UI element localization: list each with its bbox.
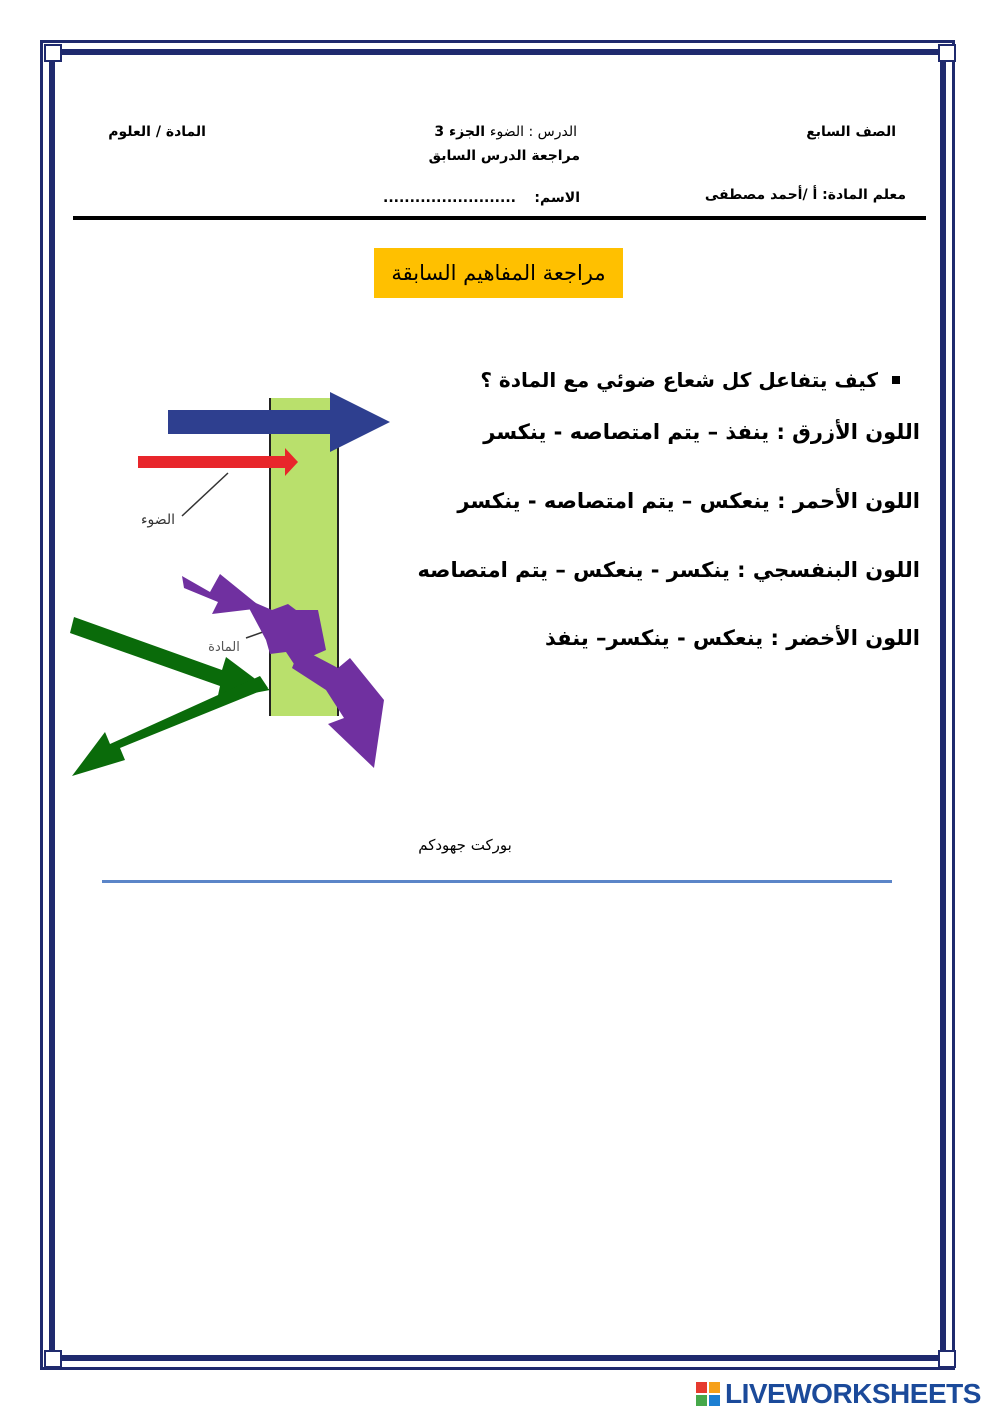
light-pointer-line [182,473,228,516]
logo-square [696,1382,707,1393]
light-matter-diagram [60,380,400,790]
header-divider [73,216,926,220]
answer-green: اللون الأخضر : ينعكس - ينكسر– ينفذ [545,626,920,650]
name-field[interactable]: ......................... [383,190,516,206]
matter-label: المادة [208,640,240,655]
corner-ornament [938,44,956,62]
grade-label: الصف السابع [806,124,896,140]
subject-label: المادة / العلوم [108,124,206,140]
question-text: كيف يتفاعل كل شعاع ضوئي مع المادة ؟ [480,368,878,392]
logo-text: LIVEWORKSHEETS [725,1378,981,1409]
review-title: مراجعة الدرس السابق [428,148,580,164]
answer-red: اللون الأحمر : ينعكس – يتم امتصاصه - ينكسر [457,489,920,513]
green-reflected-arrow [72,676,268,776]
logo-square [696,1395,707,1406]
question [480,368,900,392]
corner-ornament [44,44,62,62]
lesson-part: الجزء 3 [434,124,486,140]
corner-ornament [44,1350,62,1368]
corner-ornament [938,1350,956,1368]
name-label: الاسم: [534,190,580,206]
section-title: مراجعة المفاهيم السابقة [374,248,623,298]
teacher-label: معلم المادة: أ /أحمد مصطفى [704,187,906,203]
closing-text: بوركت جهودكم [418,836,512,854]
light-label: الضوء [140,512,176,528]
lesson-label [434,124,577,140]
answer-purple: اللون البنفسجي : ينكسر - ينعكس – يتم امتصاصه [417,558,920,582]
bullet-icon [892,376,900,384]
lesson-topic: الدرس : الضوء [489,124,577,140]
answer-blue: اللون الأزرق : ينفذ – يتم امتصاصه - ينكسر [483,420,920,444]
bottom-divider [102,880,892,883]
logo-square [709,1395,720,1406]
liveworksheets-logo[interactable] [696,1378,981,1410]
logo-square [709,1382,720,1393]
logo-squares-icon [696,1382,720,1406]
